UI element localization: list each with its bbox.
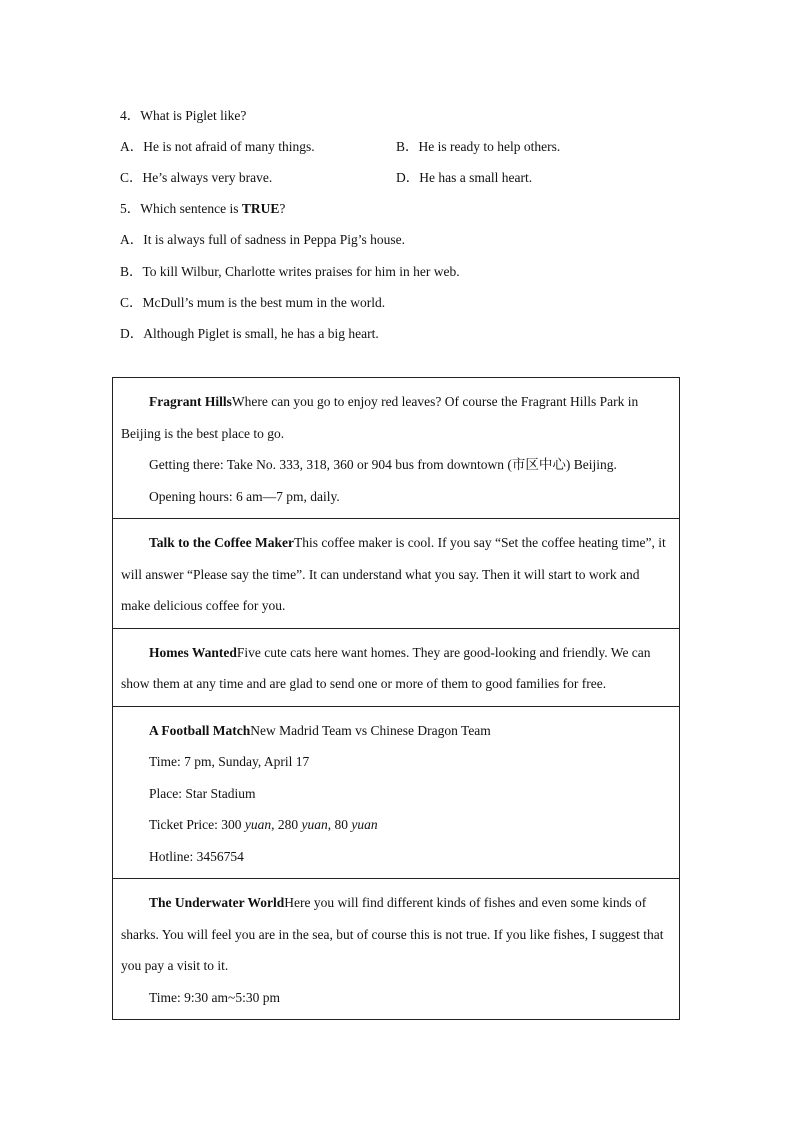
- question-4-option-b: B．He is ready to help others.: [396, 139, 561, 154]
- price-1-currency: yuan: [244, 817, 272, 832]
- ad-football-match: [113, 707, 679, 880]
- price-1: 300: [221, 817, 242, 832]
- ad-fragrant-hills-getting-there: Getting there: Take No. 333, 318, 360 or 904 bus from downtown (市区中心) Beijing.: [149, 457, 617, 472]
- ad-homes-wanted-title: Homes Wanted: [149, 644, 237, 660]
- price-3: 80: [334, 817, 348, 832]
- ad-football-match-ticket-price: Ticket Price: 300 yuan, 280 yuan, 80 yuan: [149, 817, 378, 832]
- ad-homes-wanted-body: [121, 637, 671, 700]
- question-5-option-c: C．McDull’s mum is the best mum in the world.: [120, 295, 386, 310]
- ad-underwater-world-body: [121, 887, 671, 982]
- ad-football-match-hotline: Hotline: 3456754: [149, 848, 244, 864]
- ad-underwater-world-time: Time: 9:30 am~5:30 pm: [149, 989, 280, 1005]
- ad-homes-wanted-text: Five cute cats here want homes. They are good-looking and friendly. We can show them at any time and are glad to send one or more of them to good families for free.: [121, 644, 651, 691]
- ad-football-match-title: A Football Match: [149, 722, 251, 738]
- ad-underwater-world: [113, 879, 679, 1019]
- ad-fragrant-hills-title: Fragrant Hills: [149, 394, 232, 409]
- question-4-option-d: D．He has a small heart.: [396, 170, 533, 185]
- ad-football-match-text: New Madrid Team vs Chinese Dragon Team: [250, 722, 491, 738]
- question-5-stem: [120, 197, 285, 217]
- question-4-option-a: A．He is not afraid of many things.: [120, 139, 315, 154]
- ad-football-match-body: [121, 715, 671, 747]
- question-4-option-c: C．He’s always very brave.: [120, 170, 273, 185]
- question-5-option-a: A．It is always full of sadness in Peppa Pig’s house.: [120, 232, 405, 247]
- question-4-stem: 4．What is Piglet like?: [120, 108, 247, 123]
- question-5-stem-emphasis: TRUE: [241, 201, 280, 216]
- ticket-price-label: Ticket Price:: [149, 817, 222, 832]
- ad-coffee-maker: [113, 519, 679, 629]
- ad-coffee-maker-text: This coffee maker is cool. If you say “Set the coffee heating time”, it will answer “Please say the time”. It can understand what you say. Then it will start to work and make delicious coffee for you.: [121, 535, 666, 613]
- ad-underwater-world-text: Here you will find different kinds of fishes and even some kinds of sharks. You will feel you are in the sea, but of course this is not true. If you like fishes, I suggest that you pay a visit to it.: [121, 895, 664, 973]
- ad-fragrant-hills-text: Where can you go to enjoy red leaves? Of course the Fragrant Hills Park in Beijing is the best place to go.: [121, 394, 639, 441]
- ad-coffee-maker-title: Talk to the Coffee Maker: [149, 535, 294, 550]
- price-3-currency: yuan: [351, 817, 378, 832]
- question-5-stem-text: 5．Which sentence is: [120, 201, 242, 216]
- ad-fragrant-hills-body: [121, 386, 671, 449]
- ad-fragrant-hills: [113, 378, 679, 519]
- question-5-stem-end: ?: [279, 201, 286, 216]
- ad-football-match-place: Place: Star Stadium: [149, 785, 256, 801]
- price-2: 280: [277, 817, 299, 832]
- ad-football-match-time: Time: 7 pm, Sunday, April 17: [149, 754, 310, 769]
- question-5-option-b: B．To kill Wilbur, Charlotte writes praises for him in her web.: [120, 264, 460, 279]
- ad-homes-wanted: [113, 629, 679, 707]
- ad-underwater-world-title: The Underwater World: [149, 895, 285, 910]
- question-5-option-d: D．Although Piglet is small, he has a big heart.: [120, 326, 379, 341]
- ads-table: [112, 377, 680, 1020]
- ad-fragrant-hills-opening-hours: Opening hours: 6 am—7 pm, daily.: [149, 488, 340, 504]
- price-2-currency: yuan: [301, 817, 328, 832]
- ad-coffee-maker-body: [121, 527, 671, 622]
